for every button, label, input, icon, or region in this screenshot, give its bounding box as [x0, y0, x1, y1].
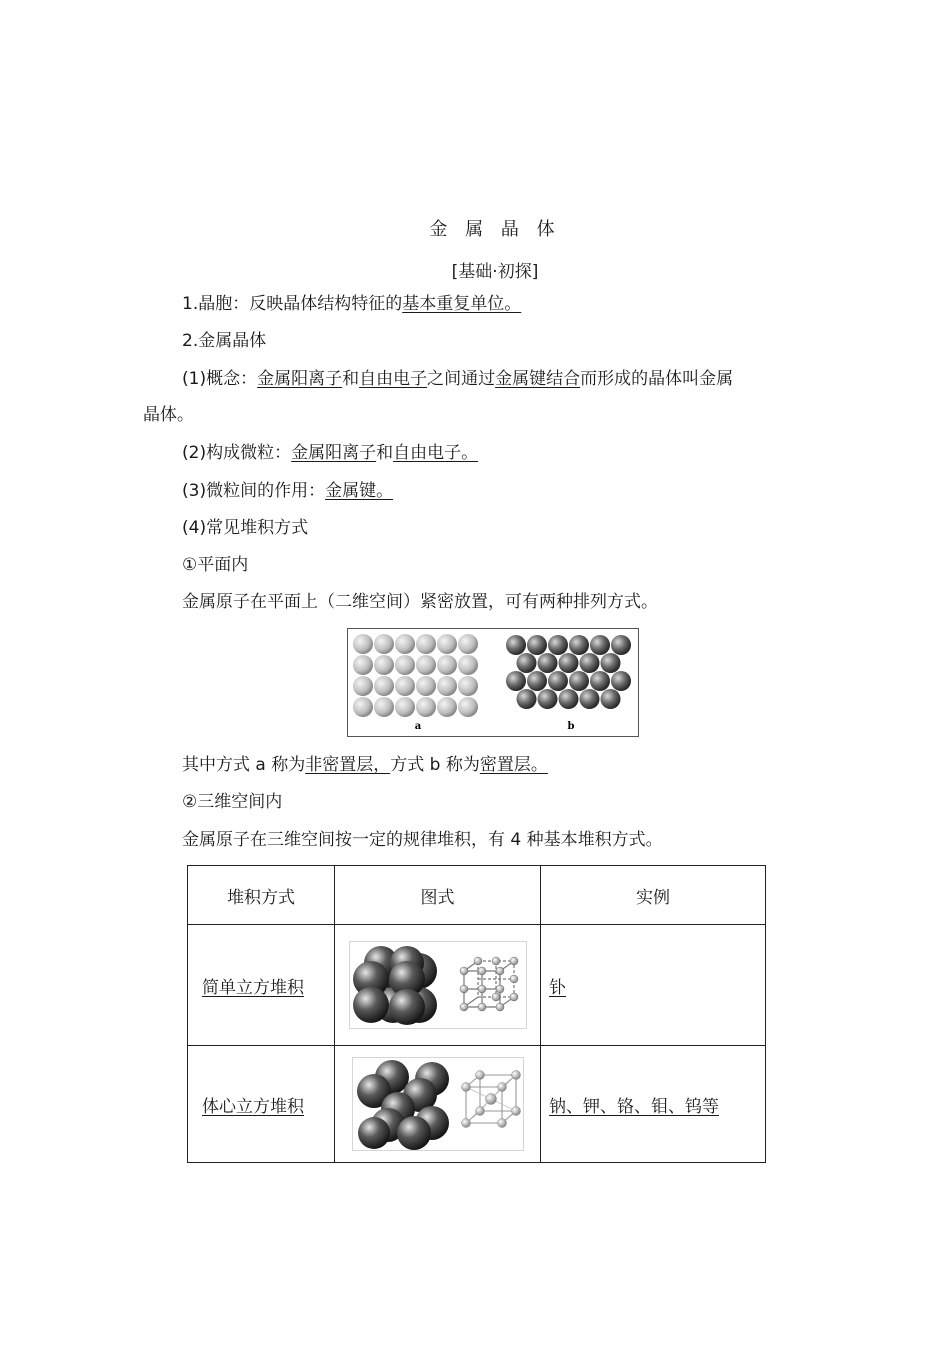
particles-answer-2: 自由电子。	[393, 443, 479, 463]
paragraph-particles	[182, 441, 478, 465]
atom-square	[374, 676, 394, 696]
atom-hex	[611, 671, 631, 691]
layer-a-label: 其中方式 a 称为	[182, 755, 306, 775]
particles-and: 和	[376, 443, 394, 463]
atom-hex	[580, 689, 600, 709]
stacking-table	[187, 865, 766, 1163]
concept-answer-3: 金属键结合	[495, 369, 581, 389]
atom-hex	[517, 689, 537, 709]
page-title: 金 属 晶 体	[429, 219, 561, 240]
atom-square	[395, 697, 415, 717]
atom-square	[353, 676, 373, 696]
example-polonium: 钋	[549, 977, 566, 998]
header-diagram: 图式	[335, 866, 541, 925]
heading-in-plane: ①平面内	[182, 555, 249, 575]
layer-figure	[347, 628, 639, 737]
paragraph-layer-names	[182, 753, 548, 777]
atom-square	[374, 634, 394, 654]
concept-label: (1)概念：	[182, 369, 258, 389]
atom-hex	[506, 635, 526, 655]
figure-label-b: b	[567, 721, 575, 732]
atom-square	[437, 655, 457, 675]
header-method: 堆积方式	[188, 866, 335, 925]
atom-hex	[538, 653, 558, 673]
particles-answer-1: 金属阳离子	[291, 443, 377, 463]
paragraph-in-plane: 金属原子在平面上（二维空间）紧密放置，可有两种排列方式。	[182, 592, 658, 612]
paragraph-interaction	[182, 479, 393, 503]
atom-square	[437, 676, 457, 696]
simple-cubic-diagram	[349, 941, 527, 1029]
atom-square	[458, 697, 478, 717]
method-body-centered-cubic: 体心立方堆积	[202, 1096, 304, 1117]
table-row	[188, 925, 766, 1046]
concept-between: 之间通过	[427, 369, 496, 389]
particles-label: (2)构成微粒：	[182, 443, 292, 463]
atom-square	[458, 634, 478, 654]
atom-hex	[590, 635, 610, 655]
layer-a-answer: 非密置层，	[305, 755, 391, 775]
atom-square	[395, 655, 415, 675]
interaction-answer: 金属键。	[325, 481, 394, 501]
atom-hex	[527, 635, 547, 655]
paragraph-concept	[182, 367, 733, 391]
atom-hex	[517, 653, 537, 673]
atom-hex	[590, 671, 610, 691]
atom-square	[416, 676, 436, 696]
atom-square	[353, 634, 373, 654]
layer-b-answer: 密置层。	[479, 755, 548, 775]
atom-square	[374, 697, 394, 717]
heading-3d: ②三维空间内	[182, 792, 283, 812]
atom-square	[437, 634, 457, 654]
atom-hex	[548, 671, 568, 691]
concept-continuation: 晶体。	[143, 405, 194, 425]
atom-hex	[559, 689, 579, 709]
atom-square	[416, 634, 436, 654]
paragraph-3d: 金属原子在三维空间按一定的规律堆积，有 4 种基本堆积方式。	[182, 830, 663, 850]
unit-cell-text: 1.晶胞：反映晶体结构特征的	[182, 294, 403, 314]
close-packed-layer	[506, 635, 631, 709]
atom-square	[395, 634, 415, 654]
header-example: 实例	[541, 866, 766, 925]
unit-cell-answer: 基本重复单位。	[402, 294, 522, 314]
method-simple-cubic: 简单立方堆积	[202, 977, 304, 998]
layer-figure-svg	[348, 629, 638, 736]
atom-hex	[601, 653, 621, 673]
atom-square	[395, 676, 415, 696]
atom-square	[437, 697, 457, 717]
concept-answer-1: 金属阳离子	[257, 369, 343, 389]
example-metals: 钠、钾、铬、钼、钨等	[549, 1096, 719, 1117]
concept-answer-2: 自由电子	[359, 369, 428, 389]
figure-label-a: a	[414, 721, 422, 732]
atom-hex	[527, 671, 547, 691]
heading-metal-crystal: 2.金属晶体	[182, 331, 267, 351]
section-subtitle: [基础·初探]	[451, 262, 539, 282]
atom-square	[353, 655, 373, 675]
atom-square	[458, 676, 478, 696]
table-row	[188, 1046, 766, 1163]
heading-stacking: (4)常见堆积方式	[182, 518, 309, 538]
non-close-packed-layer	[353, 634, 478, 717]
atom-square	[374, 655, 394, 675]
atom-hex	[569, 671, 589, 691]
atom-hex	[601, 689, 621, 709]
atom-hex	[548, 635, 568, 655]
atom-square	[458, 655, 478, 675]
atom-square	[416, 697, 436, 717]
atom-hex	[538, 689, 558, 709]
simple-cubic-spheres	[353, 946, 437, 1025]
concept-tail: 而形成的晶体叫金属	[580, 369, 734, 389]
paragraph-unit-cell	[182, 292, 521, 316]
interaction-label: (3)微粒间的作用：	[182, 481, 326, 501]
atom-hex	[580, 653, 600, 673]
table-header-row	[188, 866, 766, 925]
concept-and: 和	[342, 369, 360, 389]
bcc-diagram	[352, 1057, 524, 1151]
atom-hex	[559, 653, 579, 673]
atom-hex	[506, 671, 526, 691]
atom-square	[416, 655, 436, 675]
layer-b-label: 方式 b 称为	[390, 755, 480, 775]
atom-hex	[569, 635, 589, 655]
atom-hex	[611, 635, 631, 655]
atom-square	[353, 697, 373, 717]
